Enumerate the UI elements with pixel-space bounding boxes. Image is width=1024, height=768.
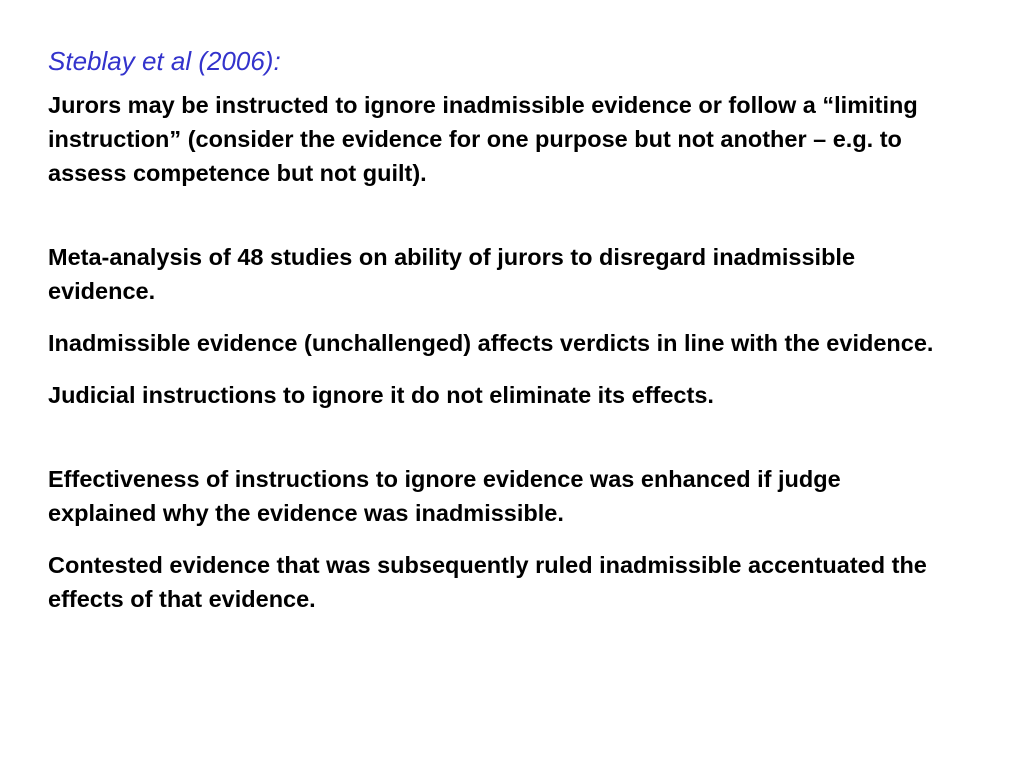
- spacer: [48, 412, 948, 462]
- paragraph-limiting-instruction: Jurors may be instructed to ignore inadmissible evidence or follow a “limiting instruction” (consider the evidence for one purpose but not another – e.g. to assess competence but not guilt).: [48, 92, 918, 186]
- spacer: [48, 530, 948, 548]
- paragraph-unchallenged-effect: Inadmissible evidence (unchallenged) affects verdicts in line with the evidence.: [48, 330, 934, 356]
- paragraph-instructions-not-eliminate: Judicial instructions to ignore it do not eliminate its effects.: [48, 382, 714, 408]
- paragraph-effectiveness-enhanced: Effectiveness of instructions to ignore evidence was enhanced if judge explained why the evidence was inadmissible.: [48, 466, 841, 526]
- spacer: [48, 308, 948, 326]
- spacer: [48, 360, 948, 378]
- slide-content: [48, 44, 948, 616]
- paragraph-contested-evidence: Contested evidence that was subsequently ruled inadmissible accentuated the effects of that evidence.: [48, 552, 927, 612]
- slide-title: Steblay et al (2006):: [48, 46, 281, 76]
- paragraph-meta-analysis: Meta-analysis of 48 studies on ability of jurors to disregard inadmissible evidence.: [48, 244, 856, 304]
- spacer: [48, 190, 948, 240]
